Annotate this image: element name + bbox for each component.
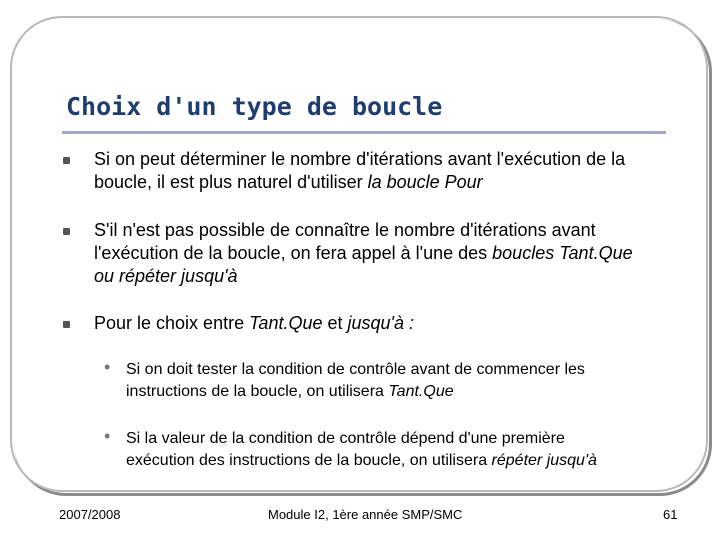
- subbullet-marker: •: [104, 426, 111, 446]
- subbullet-emphasis: répéter jusqu'à: [491, 452, 597, 469]
- bullet-marker: [63, 228, 70, 235]
- bullet-line: Si on peut déterminer le nombre d'itérations avant l'exécution de la: [94, 149, 626, 169]
- footer-course: Module I2, 1ère année SMP/SMC: [268, 507, 463, 522]
- bullet-line: S'il n'est pas possible de connaître le nombre d'itérations avant: [94, 220, 596, 240]
- bullet-text: [94, 219, 694, 288]
- bullet-line: l'exécution de la boucle, on fera appel à l'une des: [94, 243, 493, 263]
- bullet-marker: [63, 321, 70, 328]
- bullet-line: boucle, il est plus naturel d'utiliser: [94, 172, 368, 192]
- bullet-line: Pour le choix entre: [94, 313, 250, 333]
- subbullet-line: exécution des instructions de la boucle, on utilisera: [126, 452, 492, 469]
- bullet-text: [94, 312, 694, 335]
- bullet-line: et: [322, 313, 348, 333]
- subbullet-text: [126, 428, 696, 472]
- bullet-emphasis: boucles Tant.Que: [492, 243, 633, 263]
- title-underline: [62, 131, 666, 134]
- bullet-emphasis: la boucle Pour: [367, 172, 483, 192]
- bullet-emphasis: Tant.Que: [249, 313, 323, 333]
- footer-date: 2007/2008: [59, 507, 121, 522]
- subbullet-text: [126, 359, 696, 403]
- slide-title: Choix d'un type de boucle: [66, 92, 443, 121]
- subbullet-line: instructions de la boucle, on utilisera: [126, 383, 389, 400]
- subbullet-line: Si on doit tester la condition de contrôle avant de commencer les: [126, 361, 585, 378]
- bullet-emphasis: jusqu'à :: [347, 313, 414, 333]
- bullet-text: [94, 148, 694, 194]
- subbullet-marker: •: [104, 357, 111, 377]
- subbullet-line: Si la valeur de la condition de contrôle dépend d'une première: [126, 430, 565, 447]
- subbullet-emphasis: Tant.Que: [388, 383, 454, 400]
- bullet-marker: [63, 157, 70, 164]
- footer-page-number: 61: [663, 507, 678, 522]
- bullet-emphasis: ou répéter jusqu'à: [94, 266, 238, 286]
